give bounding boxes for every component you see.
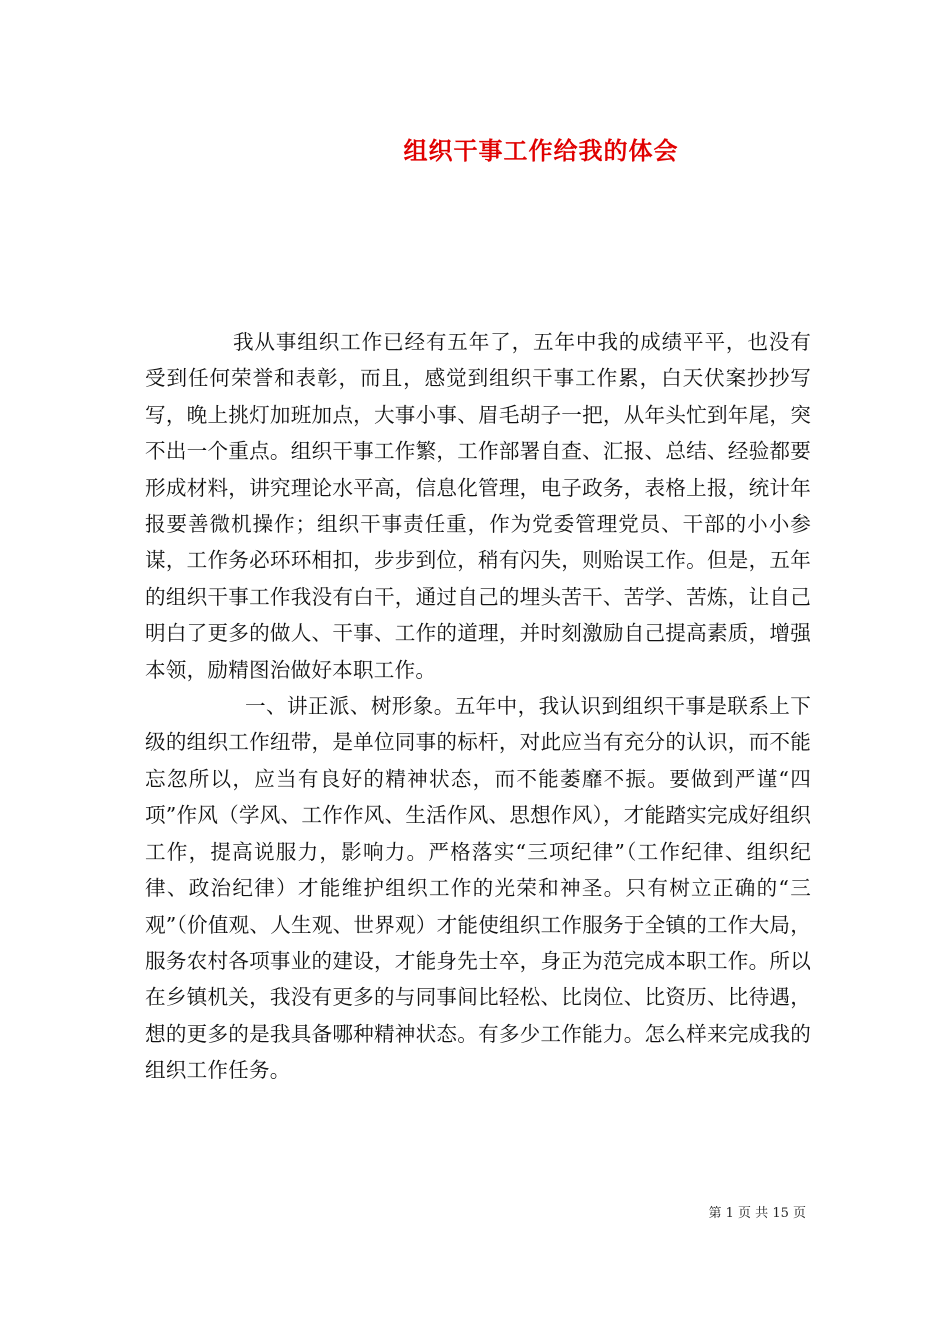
paragraph-section-one: 一、讲正派、树形象。五年中，我认识到组织干事是联系上下级的组织工作纽带，是单位同事的标杆，对此应当有充分的认识，而不能忘忽所以，应当有良好的精神状态，而不能萎靡不振。要做到严谨“四项”作风（学风、工作作风、生活作风、思想作风），才能踏实完成好组织工作，提高说服力，影响力。严格落实“三项纪律”（工作纪律、组织纪律、政治纪律）才能维护组织工作的光荣和神圣。只有树立正确的“三观”（价值观、人生观、世界观）才能使组织工作服务于全镇的工作大局，服务农村各项事业的建设，才能身先士卒，身正为范完成本职工作。所以在乡镇机关，我没有更多的与同事间比轻松、比岗位、比资历、比待遇，想的更多的是我具备哪种精神状态。有多少工作能力。怎么样来完成我的组织工作任务。 bbox=[145, 694, 811, 1083]
document-body bbox=[145, 324, 811, 1089]
paragraph-intro: 我从事组织工作已经有五年了，五年中我的成绩平平，也没有受到任何荣誉和表彰，而且，感觉到组织干事工作累，白天伏案抄抄写写，晚上挑灯加班加点，大事小事、眉毛胡子一把，从年头忙到年尾，突不出一个重点。组织干事工作繁，工作部署自查、汇报、总结、经验都要形成材料，讲究理论水平高，信息化管理，电子政务，表格上报，统计年报要善微机操作；组织干事责任重，作为党委管理党员、干部的小小参谋，工作务必环环相扣，步步到位，稍有闪失，则贻误工作。但是，五年的组织干事工作我没有白干，通过自己的埋头苦干、苦学、苦炼，让自己明白了更多的做人、干事、工作的道理，并时刻激励自己提高素质，增强本领，励精图治做好本职工作。 bbox=[145, 330, 811, 682]
page-number: 第 1 页 共 15 页 bbox=[708, 1206, 806, 1221]
document-title: 组织干事工作给我的体会 bbox=[403, 136, 679, 165]
